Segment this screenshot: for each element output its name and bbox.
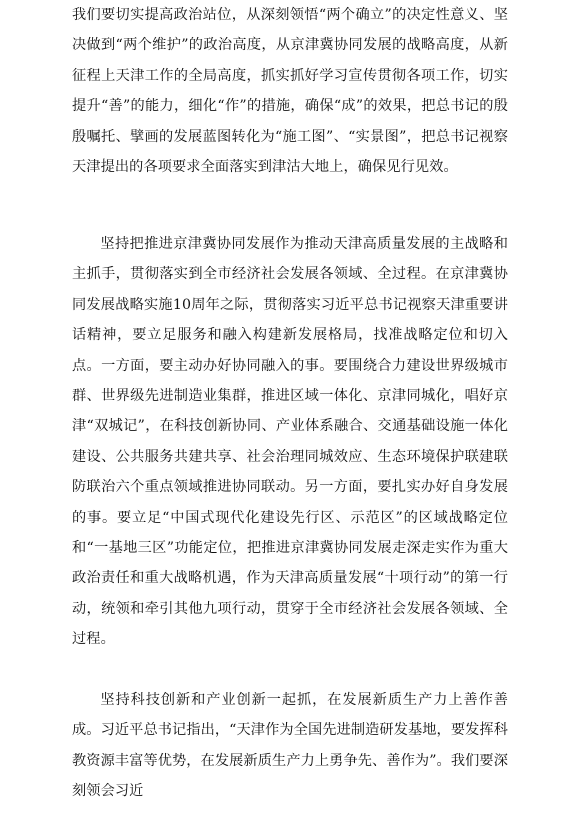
paragraph-2: 坚持把推进京津冀协同发展作为推动天津高质量发展的主战略和主抓手，贯彻落实到全市经济社会发展各领域、全过程。在京津冀协同发展战略实施10周年之际，贯彻落实习近平总书记视察天津重要讲话精神，要立足服务和融入构建新发展格局，找准战略定位和切入点。一方面，要主动办好协同融入的事。要围绕合力建设世界级城市群、世界级先进制造业集群，推进区域一体化、京津同城化，唱好京津“双城记”，在科技创新协同、产业体系融合、交通基础设施一体化建设、公共服务共建共享、社会治理同城效应、生态环境保护联建联防联治六个重点领域推进协同联动。另一方面，要扎实办好自身发展的事。要立足“中国式现代化建设先行区、示范区”的区域战略定位和“一基地三区”功能定位，把推进京津冀协同发展走深走实作为重大政治责任和重大战略机遇，作为天津高质量发展“十项行动”的第一行动，统领和牵引其他九项行动，贯穿于全市经济社会发展各领域、全过程。 <box>72 236 508 648</box>
paragraph-1: 我们要切实提高政治站位，从深刻领悟“两个确立”的决定性意义、坚决做到“两个维护”的政治高度，从京津冀协同发展的战略高度，从新征程上天津工作的全局高度，抓实抓好学习宣传贯彻各项工作，切实提升“善”的能力，细化“作”的措施，确保“成”的效果，把总书记的殷殷嘱托、擘画的发展蓝图转化为“施工图”、“实景图”，把总书记视察天津提出的各项要求全面落实到津沽大地上，确保见行见效。 <box>72 7 508 176</box>
paragraph-3: 坚持科技创新和产业创新一起抓，在发展新质生产力上善作善成。习近平总书记指出，“天津作为全国先进制造研发基地，要发挥科教资源丰富等优势，在发展新质生产力上勇争先、善作为”。我们要深刻领会习近 <box>72 692 508 800</box>
